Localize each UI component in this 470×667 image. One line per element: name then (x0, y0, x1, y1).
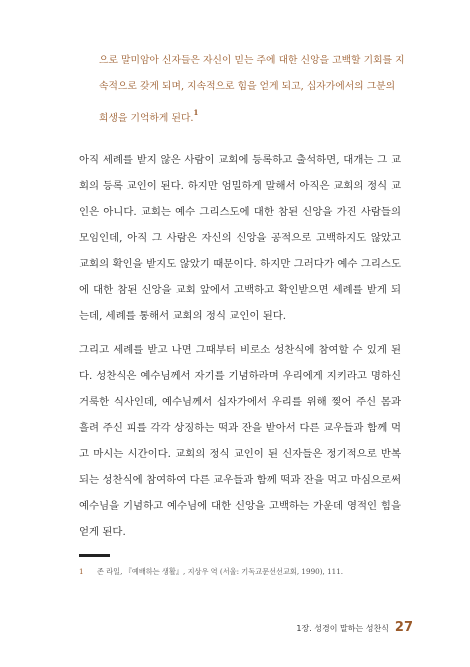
quote-line-text: 희생을 기억하게 된다. (99, 113, 194, 124)
footnote-text: 존 라일, 『예배하는 생활』, 지상우 역 (서울: 기독교문선선교회, 1990), 111. (97, 567, 344, 576)
footnote-number: 1 (79, 567, 84, 576)
quote-line (99, 100, 419, 132)
chapter-title: 1장. 성경이 말하는 성찬식 (296, 624, 389, 633)
quote-line: 으로 말미암아 신자들은 자신이 믿는 주에 대한 신앙을 고백할 기회를 지 (99, 55, 405, 66)
block-quote (99, 48, 419, 132)
quote-line: 속적으로 갖게 되며, 지속적으로 힘을 얻게 되고, 십자가에서의 그분의 (99, 81, 396, 92)
footnote (79, 566, 409, 578)
body-paragraph-2: 그리고 세례를 받고 나면 그때부터 비로소 성찬식에 참여할 수 있게 된다. 성찬식은 예수님께서 자기를 기념하라며 우리에게 지키라고 명하신 거룩한 식사인데, 예수님께서 십자가에서 우리를 위해 찢어 주신 몸과 흘려 주신 피를 각각 상징하는 떡과 잔을 받아서 다른 교우들과 함께 먹고 마시는 시간이다. 교회의 정식 교인이 된 신자들은 정기적으로 반복되는 성찬식에 참여하여 다른 교우들과 함께 떡과 잔을 먹고 마심으로써 예수님을 기념하고 예수님에 대한 신앙을 고백하는 가운데 영적인 힘을 얻게 된다. (79, 344, 401, 538)
page-number: 27 (394, 620, 413, 635)
body-paragraph-1: 아직 세례를 받지 않은 사람이 교회에 등록하고 출석하면, 대개는 그 교회의 등록 교인이 된다. 하지만 엄밀하게 말해서 아직은 교회의 정식 교인은 아니다. 교회는 예수 그리스도에 대한 참된 신앙을 가진 사람들의 모임인데, 아직 그 사람은 자신의 신앙을 공적으로 고백하지도 않았고 교회의 확인을 받지도 않았기 때문이다. 하지만 그러다가 예수 그리스도에 대한 참된 신앙을 교회 앞에서 고백하고 확인받으면 세례를 받게 되는데, 세례를 통해서 교회의 정식 교인이 된다. (79, 154, 401, 322)
footnote-divider (79, 554, 110, 557)
footnote-reference[interactable]: 1 (193, 108, 199, 117)
running-footer (296, 620, 413, 635)
